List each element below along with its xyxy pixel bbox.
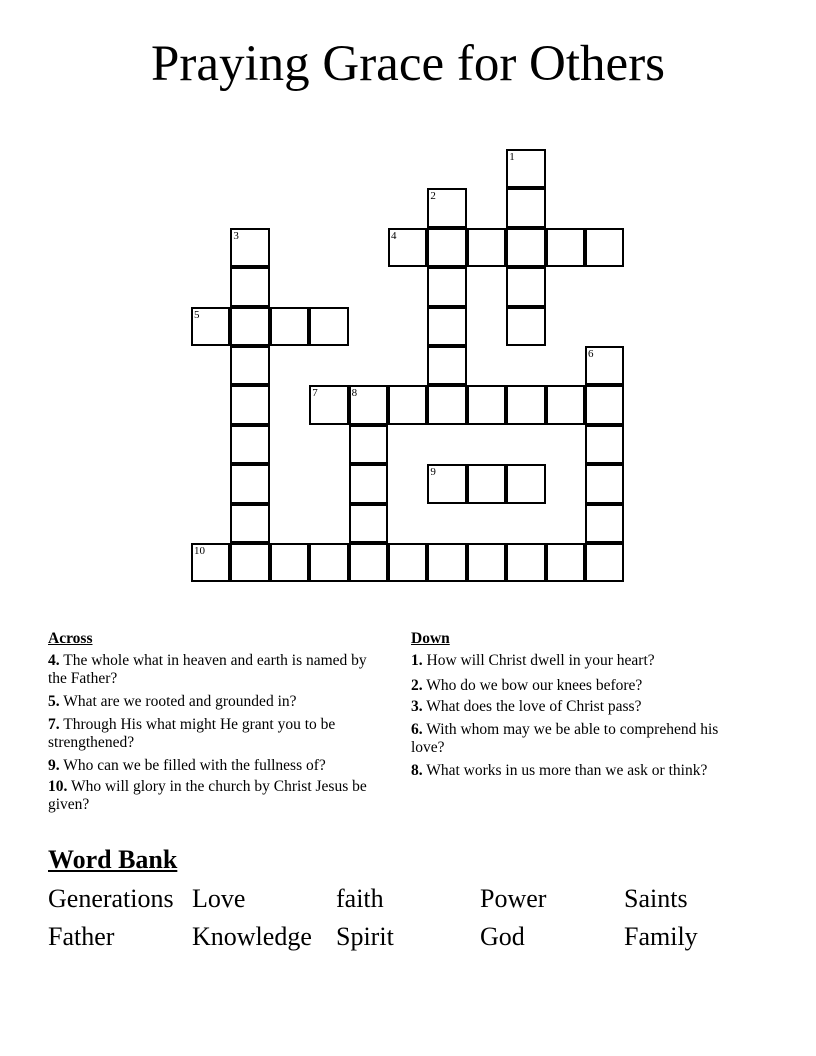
grid-cell[interactable] <box>427 188 466 227</box>
grid-cell[interactable] <box>506 543 545 582</box>
cell-number: 9 <box>430 466 436 479</box>
grid-cell[interactable] <box>506 385 545 424</box>
cell-number: 6 <box>588 348 594 360</box>
grid-cell[interactable] <box>427 385 466 424</box>
clue-text: With whom may we be able to comprehend his love? <box>411 721 719 756</box>
clue-number: 5. <box>48 693 60 710</box>
word-bank-item: Saints <box>624 884 688 913</box>
grid-cell[interactable] <box>506 267 545 306</box>
word-bank-item: Father <box>48 922 115 951</box>
grid-cell[interactable] <box>230 543 269 582</box>
across-clue <box>48 693 388 711</box>
grid-cell[interactable] <box>585 228 624 267</box>
grid-cell[interactable] <box>388 385 427 424</box>
grid-cell[interactable] <box>230 267 269 306</box>
grid-cell[interactable] <box>349 385 388 424</box>
down-clue <box>411 762 751 780</box>
grid-cell[interactable] <box>585 504 624 543</box>
grid-cell[interactable] <box>230 385 269 424</box>
across-clue <box>48 778 388 814</box>
grid-cell[interactable] <box>427 307 466 346</box>
word-bank-item: Knowledge <box>192 922 312 951</box>
across-clue <box>48 757 388 775</box>
word-bank-item: Love <box>192 884 246 913</box>
cell-number: 7 <box>312 387 318 400</box>
grid-cell[interactable] <box>427 228 466 267</box>
grid-cell[interactable] <box>546 228 585 267</box>
across-heading: Across <box>48 630 93 647</box>
grid-cell[interactable] <box>585 346 624 385</box>
grid-cell[interactable] <box>270 543 309 582</box>
clue-text: How will Christ dwell in your heart? <box>426 652 655 669</box>
grid-cell[interactable] <box>546 385 585 424</box>
clue-text: Who do we bow our knees before? <box>426 677 643 694</box>
clue-text: What are we rooted and grounded in? <box>63 693 297 710</box>
grid-cell[interactable] <box>309 543 348 582</box>
across-clue <box>48 652 388 688</box>
word-bank-item: Spirit <box>336 922 394 951</box>
grid-cell[interactable] <box>230 425 269 464</box>
clue-number: 9. <box>48 757 60 774</box>
word-bank-item: Power <box>480 884 547 913</box>
grid-cell[interactable] <box>230 504 269 543</box>
grid-cell[interactable] <box>427 464 466 503</box>
puzzle-title: Praying Grace for Others <box>150 36 666 92</box>
word-bank-item: faith <box>336 884 384 913</box>
clue-text: What works in us more than we ask or think? <box>426 762 708 779</box>
cell-number: 2 <box>430 190 436 203</box>
clue-number: 8. <box>411 762 423 779</box>
word-bank <box>48 880 768 956</box>
grid-cell[interactable] <box>427 267 466 306</box>
grid-cell[interactable] <box>230 307 269 346</box>
word-bank-item: Generations <box>48 884 174 913</box>
across-clue <box>48 716 388 752</box>
down-clue <box>411 721 751 757</box>
grid-cell[interactable] <box>230 228 269 267</box>
grid-cell[interactable] <box>427 346 466 385</box>
across-clues <box>48 630 388 819</box>
grid-cell[interactable] <box>349 504 388 543</box>
grid-cell[interactable] <box>309 385 348 424</box>
grid-cell[interactable] <box>506 149 545 188</box>
grid-cell[interactable] <box>546 543 585 582</box>
word-bank-item: God <box>480 922 525 951</box>
grid-cell[interactable] <box>585 543 624 582</box>
cell-number: 3 <box>233 229 239 242</box>
grid-cell[interactable] <box>506 228 545 267</box>
grid-cell[interactable] <box>506 307 545 346</box>
grid-cell[interactable] <box>349 543 388 582</box>
grid-cell[interactable] <box>467 543 506 582</box>
grid-cell[interactable] <box>191 307 230 346</box>
grid-cell[interactable] <box>349 425 388 464</box>
grid-cell[interactable] <box>506 464 545 503</box>
clue-text: The whole what in heaven and earth is named by the Father? <box>48 652 367 687</box>
clue-text: What does the love of Christ pass? <box>426 698 642 715</box>
clue-number: 1. <box>411 652 423 669</box>
grid-cell[interactable] <box>506 188 545 227</box>
clue-number: 4. <box>48 652 60 669</box>
grid-cell[interactable] <box>467 228 506 267</box>
cell-number: 1 <box>509 151 515 163</box>
grid-cell[interactable] <box>427 543 466 582</box>
down-clue <box>411 698 751 716</box>
cell-number: 8 <box>351 387 358 400</box>
clue-number: 6. <box>411 721 423 738</box>
clue-text: Who can we be filled with the fullness of? <box>63 757 326 774</box>
down-clue <box>411 677 751 695</box>
grid-cell[interactable] <box>270 307 309 346</box>
clue-number: 3. <box>411 698 423 715</box>
cell-number: 4 <box>391 229 397 242</box>
grid-cell[interactable] <box>230 346 269 385</box>
clue-text: Who will glory in the church by Christ Jesus be given? <box>48 778 367 813</box>
word-bank-title: Word Bank <box>48 845 178 874</box>
clue-number: 2. <box>411 677 423 694</box>
down-heading: Down <box>411 630 450 647</box>
grid-cell[interactable] <box>467 385 506 424</box>
grid-cell[interactable] <box>191 543 230 582</box>
clue-text: Through His what might He grant you to be strengthened? <box>48 716 336 751</box>
grid-cell[interactable] <box>309 307 348 346</box>
grid-cell[interactable] <box>585 385 624 424</box>
down-clues <box>411 630 751 785</box>
grid-cell[interactable] <box>349 464 388 503</box>
cell-number: 10 <box>194 545 205 557</box>
clue-number: 10. <box>48 778 68 795</box>
grid-cell[interactable] <box>388 543 427 582</box>
word-bank-item: Family <box>624 922 698 951</box>
grid-cell[interactable] <box>230 464 269 503</box>
grid-cell[interactable] <box>467 464 506 503</box>
clue-number: 7. <box>48 716 60 733</box>
cell-number: 5 <box>194 308 200 321</box>
grid-cell[interactable] <box>585 425 624 464</box>
grid-cell[interactable] <box>585 464 624 503</box>
grid-cell[interactable] <box>388 228 427 267</box>
down-clue <box>411 652 751 670</box>
